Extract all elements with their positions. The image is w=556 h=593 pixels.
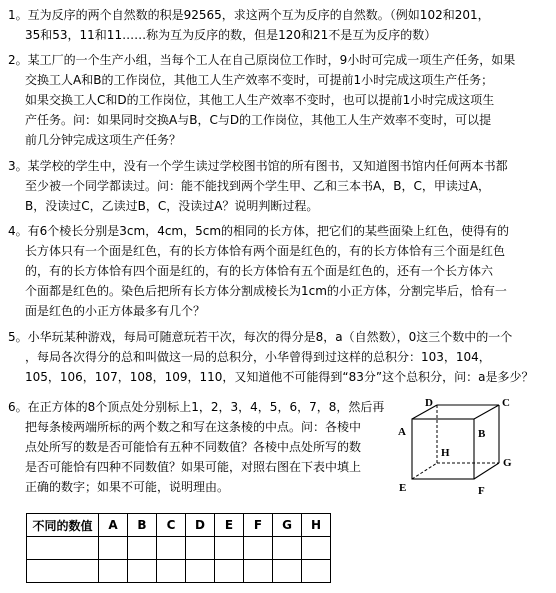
problem-5-line-3: 105，106，107，108，109，110，又知道他不可能得到“83分”这个总积分，问：a是多少？ xyxy=(25,370,534,384)
answer-cell-C-1[interactable] xyxy=(157,537,186,560)
cube-label-F: F xyxy=(478,485,485,497)
problem-4-line-1: 4。有6个棱长分别是3cm，4cm，5cm的相同的长方体，把它们的某些面染上红色，使得有的 xyxy=(8,224,510,238)
cube-edge-FG xyxy=(474,463,499,479)
answer-cell-C-2[interactable] xyxy=(157,560,186,583)
answer-cell-label-2[interactable] xyxy=(27,560,99,583)
answer-cell-G-1[interactable] xyxy=(273,537,302,560)
answer-cell-E-2[interactable] xyxy=(215,560,244,583)
cube-edge-BC xyxy=(474,405,499,419)
problem-3-line-3: B，没读过C，乙读过B，C，没读过A？说明判断过程。 xyxy=(25,199,319,213)
problem-1-line-1: 1。互为反序的两个自然数的积是92565，求这两个互为反序的自然数。（例如102和201， xyxy=(8,8,490,22)
problem-2 xyxy=(8,50,548,150)
problem-3-line-2: 至少被一个同学都读过。问：能不能找到两个学生甲、乙和三本书A，B，C，甲读过A， xyxy=(25,179,491,193)
problem-4-line-3: 的，有的长方体恰有四个面是红的，有的长方体恰有五个面是红色的，还有一个长方体六 xyxy=(25,264,494,278)
cube-label-C: C xyxy=(502,397,510,409)
answer-table xyxy=(26,513,331,583)
problem-4-line-2: 长方体只有一个面是红色，有的长方体恰有两个面是红色的，有的长方体恰有三个面是红色 xyxy=(25,244,506,258)
problem-6-line-5: 正确的数字；如果不可能，说明理由。 xyxy=(25,480,230,494)
answer-cell-A-1[interactable] xyxy=(99,537,128,560)
problem-5-line-1: 5。小华玩某种游戏，每局可随意玩若干次，每次的得分是8，a（自然数），0这三个数中的一个 xyxy=(8,330,513,344)
problem-1 xyxy=(8,5,548,45)
cube-edge-EH xyxy=(412,463,437,479)
answer-table-col-F: F xyxy=(244,514,273,537)
answer-cell-B-2[interactable] xyxy=(128,560,157,583)
problem-2-line-2: 交换工人A和B的工作岗位，其他工人生产效率不变时，可提前1小时完成这项生产任务； xyxy=(25,73,494,87)
problem-5 xyxy=(8,327,548,387)
answer-cell-H-1[interactable] xyxy=(302,537,331,560)
answer-cell-G-2[interactable] xyxy=(273,560,302,583)
problem-6-line-2: 把每条棱两端所标的两个数之和写在这条棱的中点。问：各棱中 xyxy=(25,420,362,434)
problem-5-line-2: ，每局各次得分的总和叫做这一局的总积分，小华曾得到过这样的总积分：103，104， xyxy=(25,350,491,364)
problem-6-line-3: 点处所写的数是否可能恰有五种不同数值？各棱中点处所写的数 xyxy=(25,440,362,454)
problem-2-line-1: 2。某工厂的一个生产小组，当每个工人在自己原岗位工作时，9小时可完成一项生产任务，如果 xyxy=(8,53,516,67)
problem-2-line-5: 前几分钟完成这项生产任务？ xyxy=(25,133,182,147)
problem-2-line-3: 如果交换工人C和D的工作岗位，其他工人生产效率不变时，也可以提前1小时完成这项生 xyxy=(25,93,495,107)
problem-3-line-1: 3。某学校的学生中，没有一个学生读过学校图书馆的所有图书，又知道图书馆内任何两本书都 xyxy=(8,159,508,173)
answer-table-col-C: C xyxy=(157,514,186,537)
problem-4 xyxy=(8,221,548,321)
problem-6 xyxy=(8,397,388,497)
answer-cell-H-2[interactable] xyxy=(302,560,331,583)
cube-label-E: E xyxy=(399,482,407,494)
answer-cell-label-1[interactable] xyxy=(27,537,99,560)
answer-table-row-1 xyxy=(27,537,331,560)
cube-label-G: G xyxy=(503,457,512,469)
problem-4-line-5: 面是红色的小正方体最多有几个？ xyxy=(25,304,206,318)
answer-cell-D-1[interactable] xyxy=(186,537,215,560)
answer-table-col-A: A xyxy=(99,514,128,537)
answer-table-col-G: G xyxy=(273,514,302,537)
cube-label-A: A xyxy=(398,426,406,438)
answer-cell-B-1[interactable] xyxy=(128,537,157,560)
cube-label-H: H xyxy=(441,447,450,459)
answer-cell-F-2[interactable] xyxy=(244,560,273,583)
answer-cell-A-2[interactable] xyxy=(99,560,128,583)
problem-3 xyxy=(8,156,548,216)
answer-table-col-E: E xyxy=(215,514,244,537)
answer-cell-F-1[interactable] xyxy=(244,537,273,560)
problem-2-line-4: 产任务。问：如果同时交换A与B，C与D的工作岗位，其他工人生产效率不变时，可以提 xyxy=(25,113,492,127)
cube-diagram xyxy=(395,395,535,500)
answer-cell-D-2[interactable] xyxy=(186,560,215,583)
answer-cell-E-1[interactable] xyxy=(215,537,244,560)
problem-6-line-4: 是否可能恰有四种不同数值？如果可能，对照右图在下表中填上 xyxy=(25,460,362,474)
problem-4-line-4: 个面都是红色的。染色后把所有长方体分割成棱长为1cm的小正方体，分割完毕后，恰有一 xyxy=(25,284,507,298)
answer-table-row-2 xyxy=(27,560,331,583)
answer-table-header-label: 不同的数值 xyxy=(27,514,99,537)
answer-table-header-row xyxy=(27,514,331,537)
answer-table-col-B: B xyxy=(128,514,157,537)
cube-label-D: D xyxy=(425,397,433,409)
problem-1-line-2: 35和53，11和11……称为互为反序的数，但是120和21不是互为反序的数） xyxy=(25,28,437,42)
answer-table-col-H: H xyxy=(302,514,331,537)
answer-table-col-D: D xyxy=(186,514,215,537)
problem-6-line-1: 6。在正方体的8个顶点处分别标上1，2，3，4，5，6，7，8，然后再 xyxy=(8,400,385,414)
cube-label-B: B xyxy=(478,428,486,440)
